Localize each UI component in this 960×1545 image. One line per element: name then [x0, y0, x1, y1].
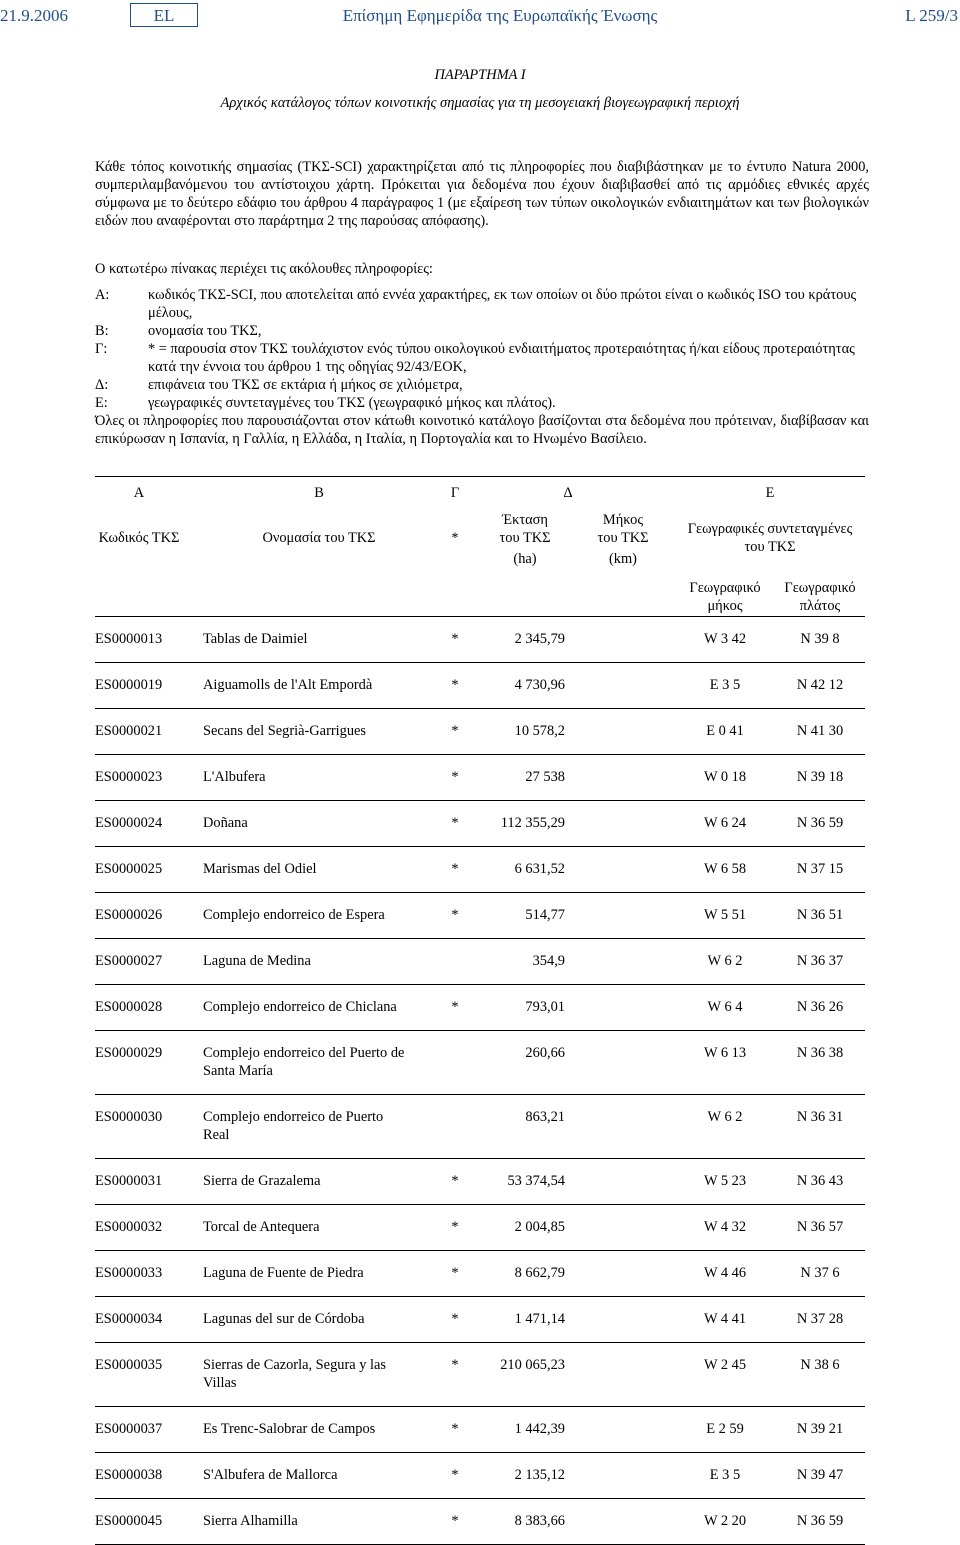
- site-latitude: N 36 57: [796, 1219, 844, 1235]
- site-name-line: Complejo endorreico de Chiclana: [203, 999, 397, 1015]
- site-area: 53 374,54: [507, 1173, 565, 1189]
- site-name-line: L'Albufera: [203, 769, 266, 785]
- site-code: ES0000045: [95, 1513, 163, 1529]
- site-longitude: W 5 51: [703, 907, 747, 923]
- site-name: [203, 630, 439, 648]
- site-code: ES0000032: [95, 1219, 163, 1235]
- site-code: ES0000034: [95, 1311, 163, 1327]
- site-code: ES0000033: [95, 1265, 163, 1281]
- row-rule: [95, 708, 865, 709]
- row-rule: [95, 662, 865, 663]
- row-rule: [95, 1030, 865, 1031]
- priority-mark: *: [451, 1219, 459, 1235]
- site-latitude: N 37 6: [800, 1265, 840, 1281]
- header-longitude-line: Γεωγραφικό: [689, 580, 761, 596]
- site-longitude: E 2 59: [706, 1421, 744, 1437]
- column-letter-a: A: [133, 485, 145, 501]
- site-name-line: Laguna de Medina: [203, 953, 311, 969]
- site-longitude: W 6 58: [703, 861, 747, 877]
- row-rule: [95, 984, 865, 985]
- row-rule: [95, 1250, 865, 1251]
- row-rule: [95, 754, 865, 755]
- header-length-line: (km): [609, 551, 637, 567]
- site-name: [203, 676, 439, 694]
- priority-mark: *: [451, 1311, 459, 1327]
- priority-mark: *: [451, 1357, 459, 1373]
- site-name: [203, 768, 439, 786]
- site-latitude: N 39 21: [796, 1421, 844, 1437]
- site-name: [203, 1264, 439, 1282]
- header-length-line: του ΤΚΣ: [597, 530, 649, 546]
- legend-key: Γ:: [95, 341, 108, 357]
- site-latitude: N 36 31: [796, 1109, 844, 1125]
- site-name-line: Complejo endorreico de Puerto: [203, 1109, 384, 1125]
- site-area: 8 383,66: [514, 1513, 565, 1529]
- site-latitude: N 39 8: [800, 631, 840, 647]
- priority-mark: *: [451, 1265, 459, 1281]
- site-code: ES0000023: [95, 769, 163, 785]
- header-longitude: [675, 579, 775, 615]
- column-letter-e: E: [765, 485, 775, 501]
- site-longitude: W 6 2: [707, 953, 743, 969]
- column-letter-c: Γ: [450, 485, 460, 501]
- site-area: 6 631,52: [514, 861, 565, 877]
- site-latitude: N 37 15: [796, 861, 844, 877]
- site-name: [203, 1420, 439, 1438]
- intro-paragraph: Κάθε τόπος κοινοτικής σημασίας (ΤΚΣ-SCI) χαρακτηρίζεται από τις πληροφορίες που διαβιβάστηκαν με το έντυπο Natura 2000, συμπεριλαμβανόμενου του αντίστοιχου χάρτη. Πρόκειται για δεδομένα που έχουν διαβιβασθεί από τις αρμόδιες εθνικές αρχές σύμφωνα με το δεύτερο εδάφιο του άρθρου 4 παράγραφος 1 (με εξαίρεση των τύπων οικολογικών ενδιαιτημάτων και των βιολογικών ειδών που αναφέρονται στο παράρτημα 2 της παρούσας απόφασης).: [95, 159, 869, 229]
- site-name: [203, 998, 439, 1016]
- site-area: 793,01: [525, 999, 565, 1015]
- site-latitude: N 36 26: [796, 999, 844, 1015]
- site-name-line: Es Trenc-Salobrar de Campos: [203, 1421, 376, 1437]
- site-code: ES0000031: [95, 1173, 163, 1189]
- language-badge: EL: [130, 3, 198, 27]
- site-name: [203, 1356, 439, 1392]
- site-longitude: W 6 13: [703, 1045, 747, 1061]
- site-code: ES0000019: [95, 677, 163, 693]
- site-name-line: Santa María: [203, 1063, 273, 1079]
- priority-mark: *: [451, 631, 459, 647]
- site-area: 2 135,12: [514, 1467, 565, 1483]
- site-code: ES0000030: [95, 1109, 163, 1125]
- publication-date: 21.9.2006: [0, 6, 68, 25]
- row-rule: [95, 1452, 865, 1453]
- site-longitude: E 3 5: [709, 677, 741, 693]
- priority-mark: *: [451, 1173, 459, 1189]
- site-latitude: N 41 30: [796, 723, 844, 739]
- row-rule: [95, 1158, 865, 1159]
- site-name: [203, 1218, 439, 1236]
- site-area: 2 004,85: [514, 1219, 565, 1235]
- row-rule: [95, 1296, 865, 1297]
- site-name: [203, 1466, 439, 1484]
- priority-mark: *: [451, 999, 459, 1015]
- site-name-line: Torcal de Antequera: [203, 1219, 320, 1235]
- header-coordinates-line: Γεωγραφικές συντεταγμένες: [687, 521, 853, 537]
- site-area: 4 730,96: [514, 677, 565, 693]
- site-latitude: N 36 37: [796, 953, 844, 969]
- site-latitude: N 42 12: [796, 677, 844, 693]
- site-code: ES0000028: [95, 999, 163, 1015]
- site-longitude: W 0 18: [703, 769, 747, 785]
- site-area: 863,21: [525, 1109, 565, 1125]
- site-name: [203, 1172, 439, 1190]
- priority-mark: *: [451, 723, 459, 739]
- page-reference: L 259/3: [905, 6, 958, 25]
- document-subtitle: Αρχικός κατάλογος τόπων κοινοτικής σημασίας για τη μεσογειακή βιογεωγραφική περιοχή: [220, 95, 740, 111]
- header-name: Ονομασία του ΤΚΣ: [262, 530, 376, 546]
- site-latitude: N 36 38: [796, 1045, 844, 1061]
- site-latitude: N 36 51: [796, 907, 844, 923]
- legend-text: κωδικός ΤΚΣ-SCI, που αποτελείται από εννέα χαρακτήρες, εκ των οποίων οι δύο πρώτοι είναι ο κωδικός ISO του κράτους μέλους,: [148, 287, 857, 321]
- legend-key: Δ:: [95, 377, 109, 393]
- site-area: 210 065,23: [500, 1357, 565, 1373]
- sources-paragraph: Όλες οι πληροφορίες που παρουσιάζονται στον κάτωθι κοινοτικό κατάλογο βασίζονται στα δεδομένα που πρότειναν, διαβίβασαν και επικύρωσαν η Ισπανία, η Γαλλία, η Ελλάδα, η Ιταλία, η Πορτογαλία και το Ηνωμένο Βασίλειο.: [95, 413, 869, 447]
- site-name: [203, 1310, 439, 1328]
- legend-text: ονομασία του ΤΚΣ,: [148, 323, 262, 339]
- priority-mark: *: [451, 769, 459, 785]
- priority-mark: *: [451, 815, 459, 831]
- site-name-line: Complejo endorreico del Puerto de: [203, 1045, 405, 1061]
- site-latitude: N 36 59: [796, 1513, 844, 1529]
- site-area: 354,9: [532, 953, 565, 969]
- site-latitude: N 38 6: [800, 1357, 840, 1373]
- site-area: 27 538: [525, 769, 565, 785]
- site-name-line: Sierra de Grazalema: [203, 1173, 321, 1189]
- site-area: 514,77: [525, 907, 565, 923]
- site-area: 260,66: [525, 1045, 565, 1061]
- header-coordinates: [675, 520, 865, 556]
- row-rule: [95, 846, 865, 847]
- site-name: [203, 952, 439, 970]
- header-coordinates-line: του ΤΚΣ: [744, 539, 796, 555]
- site-longitude: E 3 5: [709, 1467, 741, 1483]
- site-name-line: Sierra Alhamilla: [203, 1513, 298, 1529]
- site-area: 10 578,2: [514, 723, 565, 739]
- row-rule: [95, 800, 865, 801]
- site-longitude: W 5 23: [703, 1173, 747, 1189]
- sites-table: [95, 476, 865, 1529]
- table-intro-paragraph: Ο κατωτέρω πίνακας περιέχει τις ακόλουθες πληροφορίες:: [95, 261, 433, 277]
- site-name: [203, 1108, 439, 1144]
- legend-text: γεωγραφικές συντεταγμένες του ΤΚΣ (γεωγραφικό μήκος και πλάτος).: [148, 395, 556, 411]
- site-longitude: W 2 45: [703, 1357, 747, 1373]
- site-code: ES0000027: [95, 953, 163, 969]
- row-rule: [95, 1094, 865, 1095]
- site-latitude: N 39 18: [796, 769, 844, 785]
- row-rule: [95, 892, 865, 893]
- header-code: Κωδικός ΤΚΣ: [98, 530, 180, 546]
- site-longitude: W 3 42: [703, 631, 747, 647]
- header-area-line: Έκταση: [502, 512, 548, 528]
- priority-mark: *: [451, 1421, 459, 1437]
- site-code: ES0000035: [95, 1357, 163, 1373]
- site-name: [203, 722, 439, 740]
- site-name-line: Marismas del Odiel: [203, 861, 317, 877]
- priority-mark: *: [451, 907, 459, 923]
- priority-mark: *: [451, 861, 459, 877]
- site-area: 112 355,29: [500, 815, 565, 831]
- site-latitude: N 39 47: [796, 1467, 844, 1483]
- site-longitude: W 6 24: [703, 815, 747, 831]
- site-longitude: E 0 41: [706, 723, 744, 739]
- site-name-line: Complejo endorreico de Espera: [203, 907, 385, 923]
- site-name: [203, 1512, 439, 1530]
- site-name: [203, 814, 439, 832]
- site-longitude: W 6 4: [707, 999, 743, 1015]
- site-longitude: W 4 46: [703, 1265, 747, 1281]
- site-name-line: Sierras de Cazorla, Segura y las: [203, 1357, 387, 1373]
- site-name: [203, 860, 439, 878]
- site-name-line: Lagunas del sur de Córdoba: [203, 1311, 365, 1327]
- header-length: [575, 511, 671, 568]
- site-name: [203, 1044, 439, 1080]
- site-name-line: Secans del Segrià-Garrigues: [203, 723, 367, 739]
- row-rule: [95, 1342, 865, 1343]
- row-rule: [95, 1406, 865, 1407]
- site-code: ES0000026: [95, 907, 163, 923]
- header-area-line: του ΤΚΣ: [499, 530, 551, 546]
- site-code: ES0000037: [95, 1421, 163, 1437]
- header-latitude: [775, 579, 865, 615]
- site-code: ES0000038: [95, 1467, 163, 1483]
- header-area: [475, 511, 575, 568]
- journal-title: Επίσημη Εφημερίδα της Ευρωπαϊκής Ένωσης: [342, 6, 658, 25]
- legend-key: Β:: [95, 323, 109, 339]
- site-area: 8 662,79: [514, 1265, 565, 1281]
- header-latitude-line: Γεωγραφικό: [784, 580, 856, 596]
- priority-mark: *: [451, 677, 459, 693]
- legend-text: επιφάνεια του ΤΚΣ σε εκτάρια ή μήκος σε χιλιόμετρα,: [148, 377, 463, 393]
- site-longitude: W 4 41: [703, 1311, 747, 1327]
- row-rule: [95, 1498, 865, 1499]
- site-name-line: Aiguamolls de l'Alt Empordà: [203, 677, 373, 693]
- header-area-line: (ha): [513, 551, 537, 567]
- header-longitude-line: μήκος: [707, 598, 743, 614]
- site-code: ES0000013: [95, 631, 163, 647]
- site-name: [203, 906, 439, 924]
- row-rule: [95, 938, 865, 939]
- header-length-line: Μήκος: [602, 512, 644, 528]
- site-code: ES0000021: [95, 723, 163, 739]
- header-priority: *: [451, 530, 459, 546]
- priority-mark: *: [451, 1513, 459, 1529]
- site-latitude: N 36 59: [796, 815, 844, 831]
- site-latitude: N 36 43: [796, 1173, 844, 1189]
- site-longitude: W 6 2: [707, 1109, 743, 1125]
- annex-title: ΠΑΡΑΡΤΗΜΑ Ι: [434, 67, 526, 83]
- site-latitude: N 37 28: [796, 1311, 844, 1327]
- header-latitude-line: πλάτος: [799, 598, 841, 614]
- site-area: 1 471,14: [514, 1311, 565, 1327]
- priority-mark: *: [451, 1467, 459, 1483]
- table-header-rule: [95, 616, 865, 617]
- column-letter-b: B: [314, 485, 324, 501]
- row-rule: [95, 1204, 865, 1205]
- site-name-line: Tablas de Daimiel: [203, 631, 308, 647]
- site-name-line: Real: [203, 1127, 230, 1143]
- site-name-line: S'Albufera de Mallorca: [203, 1467, 338, 1483]
- column-letter-d: Δ: [563, 485, 573, 501]
- site-code: ES0000025: [95, 861, 163, 877]
- site-code: ES0000029: [95, 1045, 163, 1061]
- table-top-rule: [95, 476, 865, 477]
- site-name-line: Doñana: [203, 815, 248, 831]
- site-name-line: Villas: [203, 1375, 237, 1391]
- site-area: 2 345,79: [514, 631, 565, 647]
- legend-text: * = παρουσία στον ΤΚΣ τουλάχιστον ενός τύπου οικολογικού ενδιαιτήματος προτεραιότητας ή/και είδους προτεραιότητας κατά την έννοια του άρθρου 1 της οδηγίας 92/43/ΕΟΚ,: [148, 341, 855, 375]
- site-area: 1 442,39: [514, 1421, 565, 1437]
- site-name-line: Laguna de Fuente de Piedra: [203, 1265, 364, 1281]
- site-code: ES0000024: [95, 815, 163, 831]
- legend-key: Ε:: [95, 395, 108, 411]
- site-longitude: W 4 32: [703, 1219, 747, 1235]
- legend-key: Α:: [95, 287, 110, 303]
- site-longitude: W 2 20: [703, 1513, 747, 1529]
